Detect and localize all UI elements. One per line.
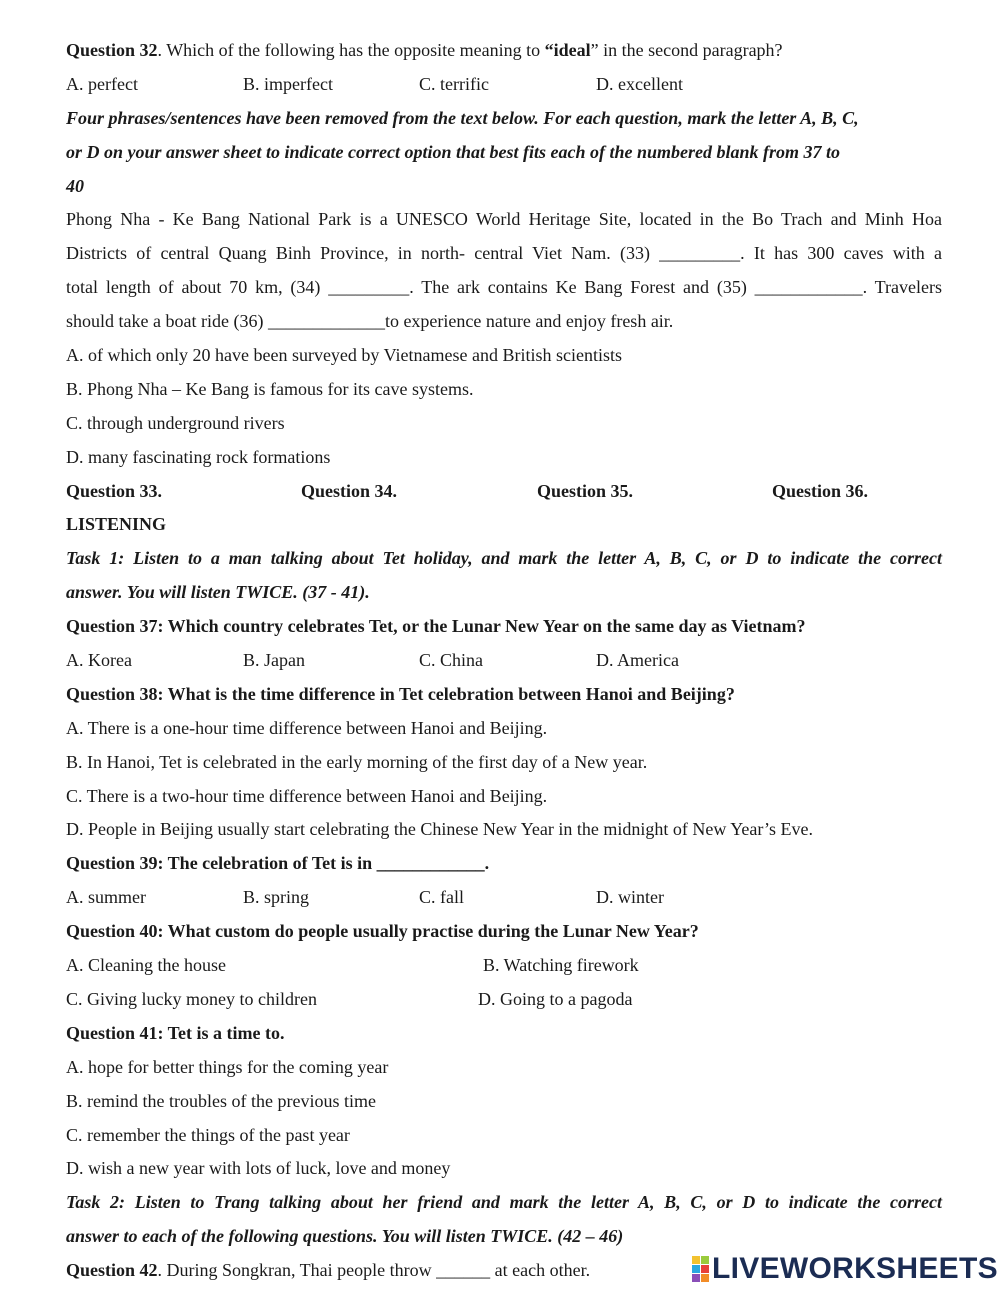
option-c[interactable]: C. China <box>419 650 484 671</box>
logo-cell <box>692 1265 700 1273</box>
logo-mark-icon <box>692 1256 709 1282</box>
option-a[interactable]: A. summer <box>66 887 146 908</box>
worksheet-page <box>66 34 942 1288</box>
question-37-stem: Question 37: Which country celebrates Tet, or the Lunar New Year on the same day as Vietnam? <box>66 616 806 637</box>
passage-option-a: A. of which only 20 have been surveyed by Vietnamese and British scientists <box>66 345 622 366</box>
reading-instruction-line-2: or D on your answer sheet to indicate correct option that best fits each of the numbered blank from 37 to <box>66 141 841 162</box>
option-c[interactable]: C. remember the things of the past year <box>66 1124 350 1145</box>
logo-cell <box>701 1274 709 1282</box>
answer-labels-row <box>66 475 942 509</box>
task-1-instruction-line-1: Task 1: Listen to a man talking about Tet holiday, and mark the letter A, B, C, or D to indicate the correct <box>66 548 942 569</box>
question-37-options <box>66 644 942 678</box>
option-a[interactable]: A. There is a one-hour time difference between Hanoi and Beijing. <box>66 717 548 738</box>
option-b[interactable]: B. remind the troubles of the previous time <box>66 1090 376 1111</box>
option-d[interactable]: D. America <box>596 650 679 671</box>
option-a[interactable]: A. perfect <box>66 73 138 94</box>
question-32-options <box>66 68 942 102</box>
reading-instruction-line-1: Four phrases/sentences have been removed from the text below. For each question, mark the letter A, B, C, <box>66 107 859 128</box>
option-c[interactable]: C. There is a two-hour time difference between Hanoi and Beijing. <box>66 785 548 806</box>
question-39-stem: Question 39: The celebration of Tet is in ____________. <box>66 853 490 874</box>
logo-cell <box>692 1256 700 1264</box>
option-b[interactable]: B. imperfect <box>243 73 333 94</box>
question-40-options-row-1 <box>66 949 942 983</box>
passage-line-3: total length of about 70 km, (34) _________. The ark contains Ke Bang Forest and (35) ____________. Travelers <box>66 277 942 298</box>
option-b[interactable]: B. spring <box>243 887 310 908</box>
listening-heading: LISTENING <box>66 514 167 535</box>
question-39-options <box>66 881 942 915</box>
question-40-options-row-2 <box>66 983 942 1017</box>
keyword-ideal: “ideal <box>544 40 591 60</box>
option-d[interactable]: D. wish a new year with lots of luck, love and money <box>66 1158 451 1179</box>
passage-line-2: Districts of central Quang Binh Province, in north- central Viet Nam. (33) _________. It has 300 caves with a <box>66 243 942 264</box>
task-2-instruction-line-1: Task 2: Listen to Trang talking about her friend and mark the letter A, B, C, or D to indicate the correct <box>66 1192 942 1213</box>
passage-line-4: should take a boat ride (36) _____________to experience nature and enjoy fresh air. <box>66 311 674 332</box>
option-d[interactable]: D. excellent <box>596 73 683 94</box>
option-c[interactable]: C. terrific <box>419 73 489 94</box>
task-2-instruction-line-2: answer to each of the following questions. You will listen TWICE. (42 – 46) <box>66 1226 624 1247</box>
option-a[interactable]: A. Korea <box>66 650 132 671</box>
option-c[interactable]: C. Giving lucky money to children <box>66 988 317 1009</box>
option-a[interactable]: A. hope for better things for the coming year <box>66 1056 389 1077</box>
liveworksheets-logo <box>692 1252 998 1286</box>
question-38-stem: Question 38: What is the time difference in Tet celebration between Hanoi and Beijing? <box>66 683 735 704</box>
question-41-stem: Question 41: Tet is a time to. <box>66 1022 285 1043</box>
logo-text: LIVEWORKSHEETS <box>712 1252 998 1285</box>
option-a[interactable]: A. Cleaning the house <box>66 955 226 976</box>
logo-cell <box>692 1274 700 1282</box>
question-40-stem: Question 40: What custom do people usually practise during the Lunar New Year? <box>66 921 699 942</box>
logo-cell <box>701 1265 709 1273</box>
option-d[interactable]: D. winter <box>596 887 664 908</box>
question-36-label[interactable]: Question 36. <box>772 480 869 501</box>
option-b[interactable]: B. In Hanoi, Tet is celebrated in the early morning of the first day of a New year. <box>66 751 648 772</box>
passage-option-b: B. Phong Nha – Ke Bang is famous for its cave systems. <box>66 378 474 399</box>
reading-instruction-line-3: 40 <box>66 175 84 196</box>
question-32-label: Question 32 <box>66 40 158 60</box>
option-b[interactable]: B. Watching firework <box>483 955 639 976</box>
logo-cell <box>701 1256 709 1264</box>
passage-option-d: D. many fascinating rock formations <box>66 446 331 467</box>
question-32-stem: Question 32. Which of the following has the opposite meaning to “ideal” in the second paragraph? <box>66 40 783 60</box>
question-33-label[interactable]: Question 33. <box>66 480 163 501</box>
option-d[interactable]: D. People in Beijing usually start celebrating the Chinese New Year in the midnight of New Year’s Eve. <box>66 819 814 840</box>
option-d[interactable]: D. Going to a pagoda <box>478 988 633 1009</box>
question-42-stem: Question 42. During Songkran, Thai people throw ______ at each other. <box>66 1260 591 1281</box>
question-42-label: Question 42 <box>66 1260 158 1281</box>
question-35-label[interactable]: Question 35. <box>537 480 634 501</box>
passage-option-c: C. through underground rivers <box>66 412 285 433</box>
passage-line-1: Phong Nha - Ke Bang National Park is a UNESCO World Heritage Site, located in the Bo Trach and Minh Hoa <box>66 209 942 230</box>
option-b[interactable]: B. Japan <box>243 650 305 671</box>
option-c[interactable]: C. fall <box>419 887 464 908</box>
task-1-instruction-line-2: answer. You will listen TWICE. (37 - 41). <box>66 582 370 603</box>
question-34-label[interactable]: Question 34. <box>301 480 398 501</box>
